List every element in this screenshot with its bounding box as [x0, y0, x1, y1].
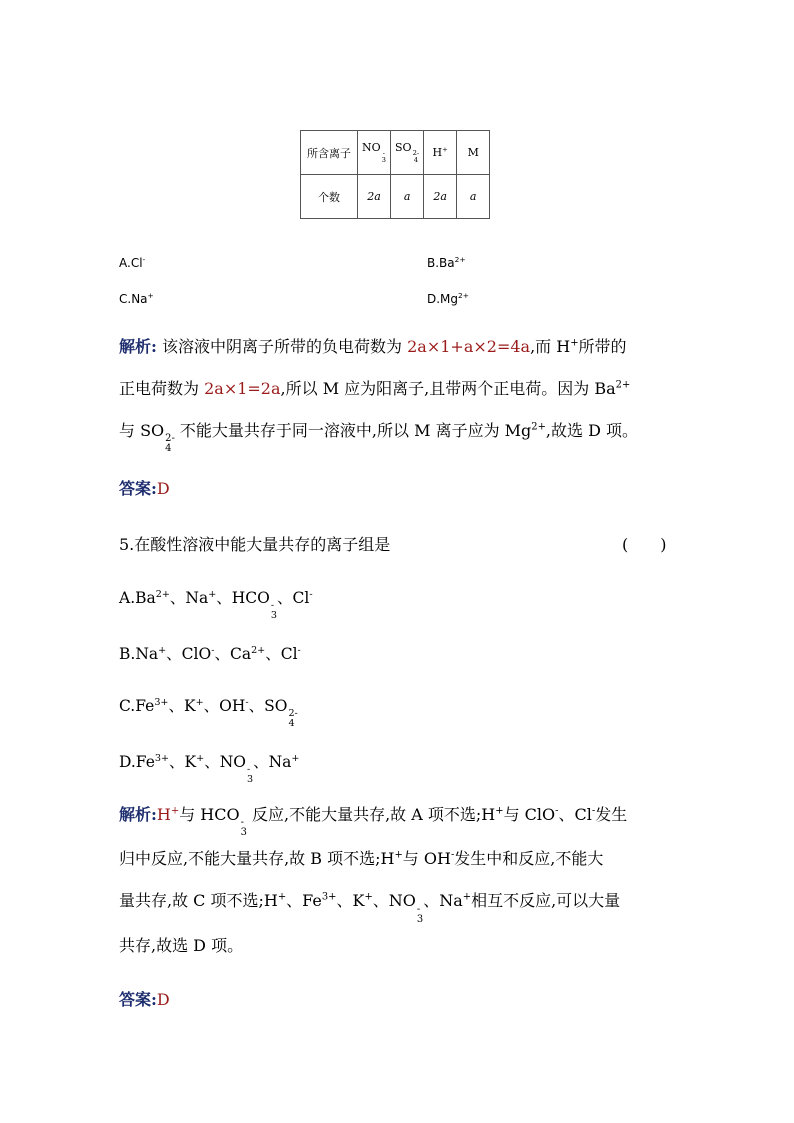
q5-answer: 答案:D [119, 990, 170, 1009]
q4-option-d: $D.Mg^{2+}$ [427, 291, 469, 306]
q4-analysis-line-2: 正电荷数为 2a×1=2a,所以 M 应为阳离子,且带两个正电荷。因为 $Ba^{2+}$ [119, 379, 631, 398]
table-count-label: 个数 [301, 175, 358, 219]
ion-count-table [300, 130, 490, 219]
q5-option-a: $A.Ba^{2+}$、Na+、HCO - 3 、Cl- [119, 588, 313, 621]
table-count-no3: 2a [358, 175, 391, 219]
q5-option-d: $D.Fe^{3+}$、K+、NO - 3 、Na+ [119, 752, 300, 785]
q5-option-b: B.Na+、ClO-、$Ca^{2+}$、Cl- [119, 644, 301, 663]
q5-analysis-line-1: 解析:H+与 HCO - 3 反应,不能大量共存,故 A 项不选;H+与 ClO-、Cl-发生 [119, 805, 628, 839]
table-ion-h: H+ [424, 131, 457, 175]
table-count-h: 2a [424, 175, 457, 219]
q4-analysis-line-1: 解析: 该溶液中阴离子所带的负电荷数为 2a×1+a×2=4a,而 H+所带的 [119, 337, 627, 356]
q5-analysis-line-4: 共存,故选 D 项。 [119, 935, 244, 955]
q5-answer-blank: ( ) [622, 535, 667, 554]
q5-analysis-line-2: 归中反应,不能大量共存,故 B 项不选;H+与 OH-发生中和反应,不能大 [119, 849, 604, 869]
q5-analysis [119, 794, 679, 967]
q4-option-a: A.Cl- [119, 255, 146, 270]
table-row [301, 131, 490, 175]
q4-analysis-line-3: 与 SO 2- 4 不能大量共存于同一溶液中,所以 M 离子应为 $Mg^{2+}$,故选 D 项。 [119, 421, 638, 455]
q5-stem: 5.在酸性溶液中能大量共存的离子组是 [119, 535, 391, 554]
table-ion-so4: SO 2- 4 [391, 131, 424, 175]
q4-option-b: $B.Ba^{2+}$ [427, 255, 466, 270]
q4-analysis [119, 326, 679, 454]
table-ion-no3: NO - 3 [358, 131, 391, 175]
table-row [301, 175, 490, 219]
q5-option-c: $C.Fe^{3+}$、K+、OH-、SO 2- 4 [119, 696, 298, 729]
table-count-m: a [457, 175, 490, 219]
table-header-label: 所含离子 [301, 131, 358, 175]
table-ion-m: M [457, 131, 490, 175]
q4-option-c: C.Na+ [119, 291, 154, 306]
q5-analysis-line-3: 量共存,故 C 项不选;H+、$Fe^{3+}$、K+、NO - 3 、Na+相互不反应,可以大量 [119, 891, 621, 925]
q4-answer: 答案:D [119, 479, 170, 498]
table-count-so4: a [391, 175, 424, 219]
